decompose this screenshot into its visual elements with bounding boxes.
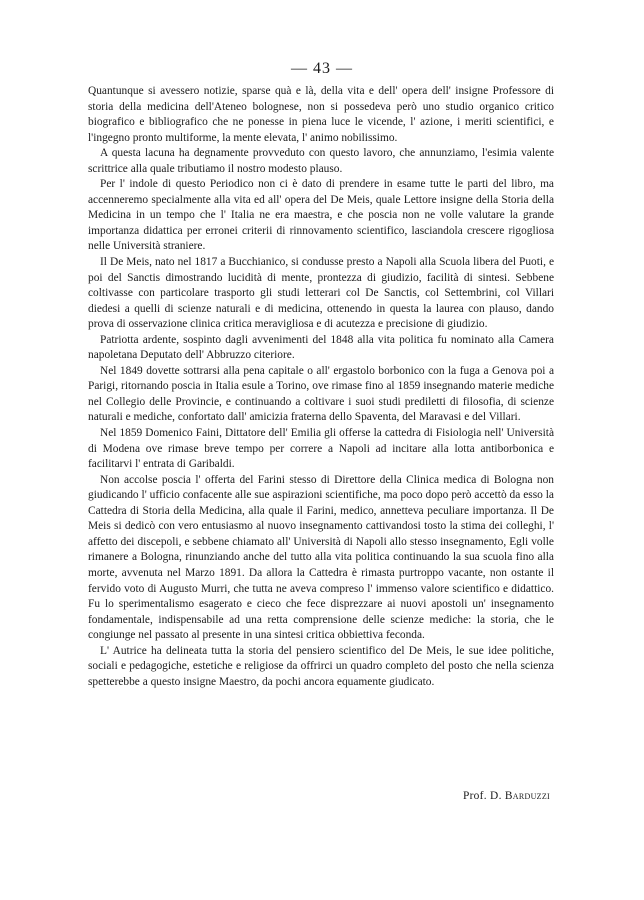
signature-prefix: Prof. D. bbox=[462, 790, 502, 802]
paragraph-bologna: Non accolse poscia l' offerta del Farini stesso di Direttore della Clinica medica di Bologna non giudicando l' ufficio confacente alle sue aspirazioni scientifiche, ma poco dopo però accettò da esso la Cattedra di Storia della Medicina, alla quale il Farini, medico, annetteva peculiare importanza. Il De Meis si dedicò con vero entusiasmo al nuovo insegnamento cattivandosi tosto la stima dei colleghi, l' affetto dei discepoli, e sebbene chiamato all' Università di Napoli allo stesso insegnamento, Egli volle rimanere a Bologna, rinunziando anche del tutto alla vita politica continuando la sua scuola fino alla morte, avvenuta nel Marzo 1891. Da allora la Cattedra è rimasta purtroppo vacante, non ostante il fervido voto di Augusto Murri, che tutta ne aveva compreso l' immenso valore scientifico e didattico. Fu lo sperimentalismo esagerato e cieco che fece disprezzare ai nuovi apostoli un' insegnamento fondamentale, indispensabile ad una retta comprensione delle scienze mediche: la storia, che le congiunge nel passato al presente in una sintesi critica obbiettiva feconda. bbox=[88, 473, 554, 642]
paragraph-early-life: Il De Meis, nato nel 1817 a Bucchianico, si condusse presto a Napoli alla Scuola libera del Puoti, e poi del Sanctis dimostrando lucidità di mente, prontezza di giudizio, facilità di sintesi. Sebbene coltivasse con particolare trasporto gli studi letterari col De Sanctis, col Settembrini, col Villari diedesi a quelli di scienze naturali e di medicina, ottenendo in questa la laurea con plauso, dando prova di osservazione clinica critica meravigliosa e di acutezza e precisione di giudizio. bbox=[88, 256, 554, 331]
paragraph-intro: Quantunque si avessero notizie, sparse quà e là, della vita e dell' opera dell' insigne Professore di storia della medicina dell'Ateneo bolognese, non si possedeva però uno studio organico critico biografico e bibliografico che ne ponesse in piena luce le vicende, l' azione, i meriti scientifici, e l'ingegno pronto multiforme, la mente elevata, l' animo nobilissimo. bbox=[88, 85, 554, 144]
paragraph-modena: Nel 1859 Domenico Faini, Dittatore dell' Emilia gli offerse la cattedra di Fisiologia nell' Università di Modena ove rimase breve tempo per correre a Napoli ad incitare alla lotta antiborbonica e facilitarvi l' entrata di Garibaldi. bbox=[88, 427, 554, 471]
paragraph-exile: Nel 1849 dovette sottrarsi alla pena capitale o all' ergastolo borbonico con la fuga a Genova poi a Parigi, ritornando poscia in Italia esule a Torino, ove rimase fino al 1859 insegnando materie mediche nel Collegio delle Provincie, e continuando a coltivare i suoi studi prediletti di filosofia, di scienze naturali e mediche, confortato dall' amicizia fraterna dello Spaventa, del Maravasi e del Villari. bbox=[88, 364, 554, 424]
page-number: — 43 — bbox=[291, 60, 353, 77]
signature-name: Barduzzi bbox=[504, 790, 550, 802]
paragraph-conclusion: L' Autrice ha delineata tutta la storia del pensiero scientifico del De Meis, le sue idee politiche, sociali e pedagogiche, estetiche e religiose da offrirci un quadro completo del posto che nella scienza spetterebbe a questo insigne Maestro, da pochi ancora equamente giudicato. bbox=[88, 644, 554, 688]
paragraph-scope: Per l' indole di questo Periodico non ci è dato di prendere in esame tutte le parti del libro, ma accenneremo specialmente alla vita ed all' opera del De Meis, quale Lettore insigne della Storia della Medicina in un tempo che l' Italia ne era maestra, e che poscia non ne volle valutare la grande importanza didattica per erronei criterii di rinnovamento scientifico, lasciandola crescere rigogliosa nelle Università straniere. bbox=[88, 178, 554, 253]
author-signature bbox=[360, 790, 550, 802]
paragraph-patriot: Patriotta ardente, sospinto dagli avvenimenti del 1848 alla vita politica fu nominato alla Camera napoletana Deputato dell' Abbruzzo citeriore. bbox=[88, 333, 554, 362]
review-body bbox=[88, 84, 554, 690]
paragraph-lacuna: A questa lacuna ha degnamente provveduto con questo lavoro, che annunziamo, l'esimia valente scrittrice alla quale tributiamo il nostro modesto plauso. bbox=[88, 147, 554, 175]
